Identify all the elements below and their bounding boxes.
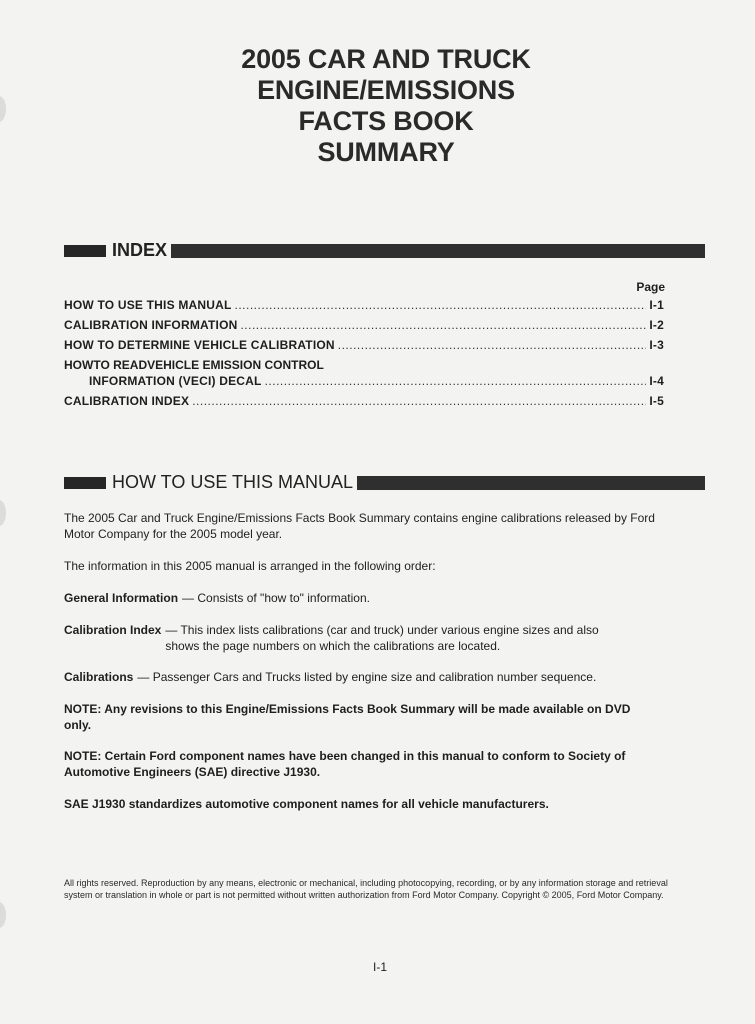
index-entry-page: I-2 (649, 318, 664, 332)
note-revisions: NOTE: Any revisions to this Engine/Emissions Facts Book Summary will be made available on DVD only. (64, 702, 631, 732)
title-line: ENGINE/EMISSIONS (257, 75, 515, 105)
title-line: 2005 CAR AND TRUCK (241, 44, 531, 74)
index-entry-page: I-3 (649, 338, 664, 352)
sae-statement: SAE J1930 standardizes automotive component names for all vehicle manufacturers. (64, 797, 549, 811)
definition-item (64, 591, 684, 607)
index-entry-page: I-4 (649, 374, 664, 388)
order-paragraph: The information in this 2005 manual is arranged in the following order: (64, 559, 436, 573)
title-line: FACTS BOOK (298, 106, 474, 136)
definition-text: — This index lists calibrations (car and truck) under various engine sizes and also shows the page numbers on which the calibrations are located. (165, 623, 599, 653)
bar-lead (64, 477, 106, 489)
definition-text: — Consists of "how to" information. (182, 591, 370, 605)
index-entry-title: CALIBRATION INFORMATION (64, 318, 238, 332)
leader-dots (235, 298, 647, 312)
index-entry-title[interactable]: HOWTO READVEHICLE EMISSION CONTROL (64, 358, 324, 372)
definition-item (64, 623, 684, 654)
index-entry-title: HOW TO DETERMINE VEHICLE CALIBRATION (64, 338, 335, 352)
intro-paragraph: The 2005 Car and Truck Engine/Emissions Facts Book Summary contains engine calibrations released by Ford Motor Company for the 2005 model year. (64, 511, 655, 541)
index-heading: INDEX (112, 240, 168, 260)
copyright-notice: All rights reserved. Reproduction by any means, electronic or mechanical, including photocopying, recording, or by any information storage and retrieval system or translation in whole or part is not permitted without written authorization from Ford Motor Company. Copyright © 2005, Ford Motor Company. (64, 878, 668, 900)
leader-dots (240, 318, 646, 332)
index-entry[interactable] (64, 338, 664, 354)
index-entry[interactable] (64, 318, 664, 334)
leader-dots (265, 374, 647, 388)
note-sae: NOTE: Certain Ford component names have been changed in this manual to conform to Society of Automotive Engineers (SAE) directive J1930. (64, 749, 626, 779)
index-entry[interactable] (64, 394, 664, 410)
index-entry-page: I-5 (649, 394, 664, 408)
index-entry[interactable] (64, 298, 664, 314)
page-number: I-1 (372, 960, 387, 974)
leader-dots (192, 394, 646, 408)
definition-term: General Information (64, 591, 179, 605)
bar-rule (357, 476, 705, 490)
index-section-bar (64, 242, 705, 259)
definition-item (64, 670, 684, 686)
index-entry-title: HOW TO USE THIS MANUAL (64, 298, 232, 312)
definition-text: — Passenger Cars and Trucks listed by engine size and calibration number sequence. (137, 670, 597, 684)
definition-term: Calibration Index (64, 623, 162, 637)
index-entry-title: INFORMATION (VECI) DECAL (89, 374, 262, 388)
binder-hole (0, 500, 6, 526)
page-column-label: Page (636, 280, 665, 294)
bar-lead (64, 245, 106, 257)
index-entry-page: I-1 (649, 298, 664, 312)
title-line: SUMMARY (317, 137, 455, 167)
bar-rule (171, 244, 705, 258)
definition-term: Calibrations (64, 670, 134, 684)
manual-heading: HOW TO USE THIS MANUAL (112, 472, 354, 492)
binder-hole (0, 902, 6, 928)
index-entry-title: CALIBRATION INDEX (64, 394, 190, 408)
document-title (0, 44, 755, 168)
manual-section-bar (64, 474, 705, 491)
leader-dots (338, 338, 647, 352)
index-entry[interactable] (89, 374, 664, 390)
